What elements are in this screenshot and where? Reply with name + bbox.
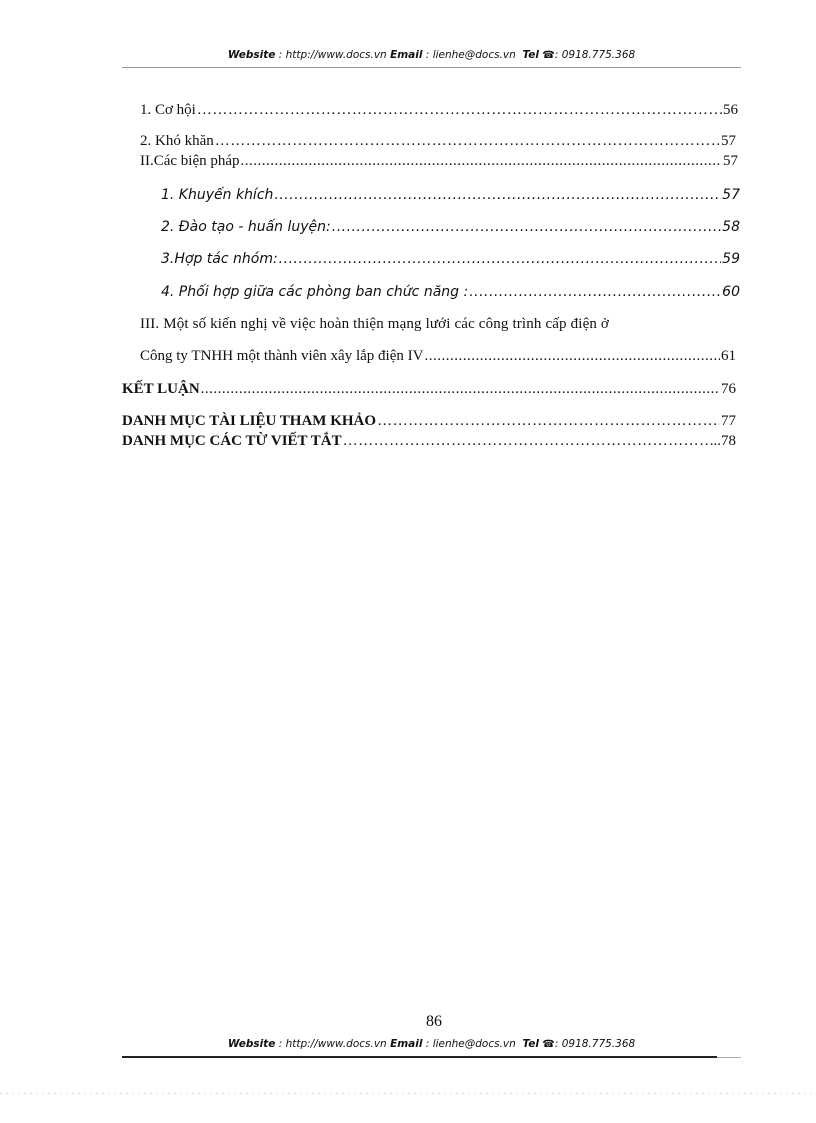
separator: : — [275, 49, 286, 61]
toc-leader — [215, 132, 720, 150]
toc-page: 58 — [722, 219, 740, 235]
toc-page: 57 — [723, 153, 738, 169]
toc-entry[interactable] — [161, 186, 740, 204]
toc-label: Công ty TNHH một thành viên xây lắp điện IV — [140, 348, 424, 364]
toc-entry[interactable] — [161, 250, 740, 268]
toc-leader — [424, 347, 720, 365]
toc-label: DANH MỤC CÁC TỪ VIẾT TẮT — [122, 433, 342, 449]
header-rule — [122, 67, 741, 68]
email-link[interactable]: lienhe@docs.vn — [432, 49, 516, 61]
email-link[interactable]: lienhe@docs.vn — [432, 1038, 516, 1050]
website-link[interactable]: http://www.docs.vn — [285, 49, 387, 61]
toc-page: .56 — [719, 102, 738, 118]
toc-entry[interactable] — [161, 218, 740, 236]
tel-label: Tel — [522, 49, 540, 61]
toc-entry[interactable] — [140, 152, 738, 170]
toc-label: 3.Hợp tác nhóm: — [161, 251, 278, 267]
tel-value: : 0918.775.368 — [554, 1038, 636, 1050]
toc-page: 76 — [721, 381, 736, 397]
website-link[interactable]: http://www.docs.vn — [285, 1038, 387, 1050]
toc-leader — [279, 250, 722, 268]
separator: : — [422, 49, 433, 61]
website-label: Website — [227, 1038, 276, 1050]
toc-leader — [377, 412, 720, 430]
toc-label: II.Các biện pháp — [140, 153, 240, 169]
footer-rule-tail — [717, 1057, 741, 1058]
toc-leader — [343, 432, 709, 450]
toc-page: 57 — [721, 133, 736, 149]
toc-entry[interactable] — [161, 283, 740, 301]
page-footer — [122, 1038, 741, 1050]
separator: : — [422, 1038, 433, 1050]
tel-value: : 0918.775.368 — [554, 49, 636, 61]
toc-label: 4. Phối hợp giữa các phòng ban chức năng : — [161, 284, 469, 300]
toc-leader — [469, 283, 721, 301]
toc-label: KẾT LUẬN — [122, 381, 200, 397]
toc-page: 57 — [722, 187, 740, 203]
toc-leader — [197, 101, 718, 119]
toc-entry[interactable] — [122, 380, 736, 398]
toc-page: 59 — [722, 251, 740, 267]
toc-label: 2. Khó khăn — [140, 133, 214, 149]
toc-entry[interactable] — [140, 132, 736, 150]
phone-icon: ☎ — [542, 50, 555, 61]
email-label: Email — [390, 49, 423, 61]
toc-entry[interactable] — [122, 412, 736, 430]
email-label: Email — [390, 1038, 423, 1050]
toc-page: 60 — [722, 284, 740, 300]
toc-leader — [274, 186, 721, 204]
tel-label: Tel — [522, 1038, 540, 1050]
toc-entry[interactable] — [122, 432, 736, 450]
toc-label: 2. Đào tạo - huấn luyện: — [161, 219, 331, 235]
page-header — [122, 49, 741, 61]
toc-leader — [241, 152, 722, 170]
page-edge-divider — [0, 1093, 816, 1094]
toc-label: DANH MỤC TÀI LIỆU THAM KHẢO — [122, 413, 377, 429]
toc-leader — [332, 218, 721, 236]
separator: : — [275, 1038, 286, 1050]
toc-page: 77 — [721, 413, 736, 429]
footer-rule — [122, 1056, 717, 1058]
website-label: Website — [227, 49, 276, 61]
toc-page: ...78 — [709, 433, 736, 449]
toc-entry[interactable] — [140, 101, 738, 119]
page-number: 86 — [426, 1013, 442, 1030]
toc-label: 1. Khuyến khích — [161, 187, 274, 203]
toc-leader — [201, 380, 720, 398]
toc-entry[interactable] — [140, 347, 736, 365]
toc-label: 1. Cơ hội — [140, 102, 196, 118]
toc-page: 61 — [721, 348, 736, 364]
toc-entry-heading[interactable]: III. Một số kiến nghị về việc hoàn thiện mạng lưới các công trình cấp điện ở — [140, 316, 610, 332]
phone-icon: ☎ — [542, 1039, 555, 1050]
